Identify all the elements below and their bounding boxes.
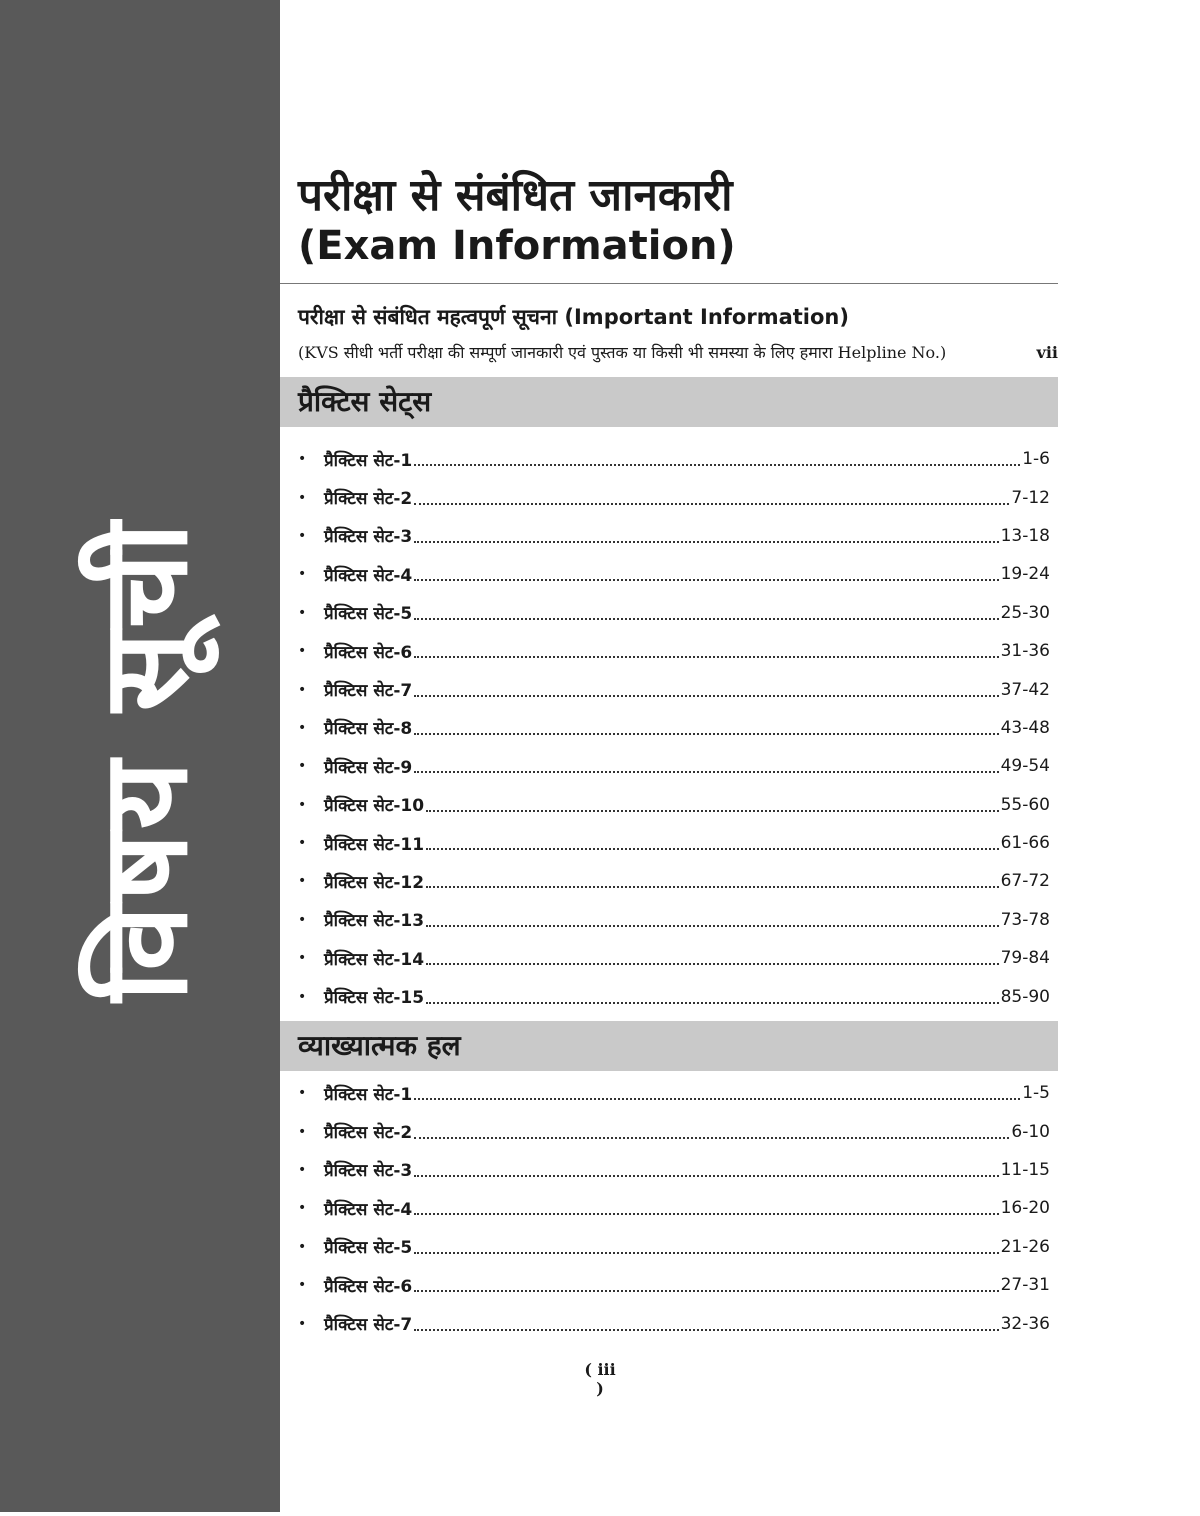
dot-leader — [414, 1175, 998, 1177]
toc-entry-page: 6-10 — [1011, 1121, 1050, 1142]
toc-entry-title: प्रैक्टिस सेट-5 — [324, 1238, 413, 1259]
section-practice-sets — [280, 377, 1058, 427]
bullet-icon: • — [298, 1123, 307, 1140]
toc-entry-title: प्रैक्टिस सेट-4 — [324, 565, 413, 586]
important-info-heading: परीक्षा से संबंधित महत्वपूर्ण सूचना (Important Information) — [298, 305, 849, 329]
bullet-icon: • — [298, 873, 307, 890]
toc-entry[interactable] — [298, 1074, 1050, 1112]
dot-leader — [426, 925, 999, 927]
bullet-icon: • — [298, 1161, 307, 1178]
dot-leader — [414, 1252, 998, 1254]
toc-entry-title: प्रैक्टिस सेट-14 — [324, 949, 425, 970]
toc-entry-title: प्रैक्टिस सेट-1 — [324, 450, 413, 471]
bullet-icon: • — [298, 950, 307, 967]
toc-entry[interactable] — [298, 594, 1050, 632]
dot-leader — [414, 464, 1020, 466]
practice-sets-list — [298, 440, 1050, 1016]
toc-entry[interactable] — [298, 1189, 1050, 1227]
dot-leader — [414, 771, 998, 773]
toc-entry[interactable] — [298, 555, 1050, 593]
toc-entry-page: 11-15 — [1000, 1159, 1050, 1180]
dot-leader — [414, 1290, 998, 1292]
toc-entry-title: प्रैक्टिस सेट-6 — [324, 642, 413, 663]
toc-entry[interactable] — [298, 901, 1050, 939]
toc-entry[interactable] — [298, 709, 1050, 747]
toc-entry[interactable] — [298, 440, 1050, 478]
divider — [280, 283, 1058, 284]
toc-entry-page: 16-20 — [1000, 1198, 1050, 1219]
bullet-icon: • — [298, 1238, 307, 1255]
section-heading: प्रैक्टिस सेट्स — [298, 385, 432, 418]
toc-entry[interactable] — [298, 939, 1050, 977]
dot-leader — [426, 1002, 999, 1004]
bullet-icon: • — [298, 681, 307, 698]
page-number: ( iii ) — [584, 1360, 616, 1398]
toc-entry[interactable] — [298, 786, 1050, 824]
important-info-note — [298, 342, 1058, 364]
toc-entry-title: प्रैक्टिस सेट-15 — [324, 988, 425, 1009]
dot-leader — [426, 963, 999, 965]
toc-entry[interactable] — [298, 824, 1050, 862]
bullet-icon: • — [298, 1315, 307, 1332]
page-title: परीक्षा से संबंधित जानकारी — [298, 170, 733, 221]
toc-entry-title: प्रैक्टिस सेट-2 — [324, 1123, 413, 1144]
dot-leader — [426, 848, 999, 850]
toc-entry-page: 43-48 — [1000, 717, 1050, 738]
toc-entry[interactable] — [298, 862, 1050, 900]
bullet-icon: • — [298, 643, 307, 660]
toc-entry-page: 31-36 — [1000, 641, 1050, 662]
toc-entry[interactable] — [298, 1266, 1050, 1304]
toc-entry-title: प्रैक्टिस सेट-6 — [324, 1276, 413, 1297]
bullet-icon: • — [298, 719, 307, 736]
section-solutions — [280, 1021, 1058, 1071]
dot-leader — [414, 503, 1009, 505]
toc-entry-title: प्रैक्टिस सेट-13 — [324, 911, 425, 932]
bullet-icon: • — [298, 796, 307, 813]
bullet-icon: • — [298, 758, 307, 775]
bullet-icon: • — [298, 1277, 307, 1294]
toc-entry[interactable] — [298, 478, 1050, 516]
bullet-icon: • — [298, 489, 307, 506]
toc-entry[interactable] — [298, 1151, 1050, 1189]
toc-entry-title: प्रैक्टिस सेट-2 — [324, 489, 413, 510]
toc-entry-page: 1-6 — [1022, 449, 1050, 470]
toc-entry-page: 7-12 — [1011, 487, 1050, 508]
dot-leader — [414, 618, 998, 620]
toc-entry-title: प्रैक्टिस सेट-1 — [324, 1084, 413, 1105]
bullet-icon: • — [298, 1200, 307, 1217]
toc-entry-page: 61-66 — [1000, 833, 1050, 854]
toc-entry[interactable] — [298, 977, 1050, 1015]
important-info-page: vii — [1036, 343, 1058, 362]
toc-entry-title: प्रैक्टिस सेट-8 — [324, 719, 413, 740]
toc-entry-title: प्रैक्टिस सेट-11 — [324, 834, 425, 855]
bullet-icon: • — [298, 988, 307, 1005]
toc-entry-page: 13-18 — [1000, 525, 1050, 546]
toc-entry-page: 79-84 — [1000, 948, 1050, 969]
bullet-icon: • — [298, 835, 307, 852]
page-subtitle: (Exam Information) — [298, 223, 736, 269]
toc-entry-page: 37-42 — [1000, 679, 1050, 700]
toc-entry-title: प्रैक्टिस सेट-4 — [324, 1199, 413, 1220]
toc-entry[interactable] — [298, 747, 1050, 785]
side-band — [0, 0, 280, 1512]
toc-entry-page: 1-5 — [1022, 1083, 1050, 1104]
toc-entry-page: 21-26 — [1000, 1236, 1050, 1257]
toc-entry-page: 73-78 — [1000, 909, 1050, 930]
dot-leader — [414, 1213, 998, 1215]
toc-entry-title: प्रैक्टिस सेट-7 — [324, 681, 413, 702]
toc-entry[interactable] — [298, 1112, 1050, 1150]
toc-entry-title: प्रैक्टिस सेट-5 — [324, 604, 413, 625]
important-info-note-text: (KVS सीधी भर्ती परीक्षा की सम्पूर्ण जानकारी एवं पुस्तक या किसी भी समस्या के लिए हमारा Helpline No.) — [298, 343, 947, 362]
toc-entry[interactable] — [298, 670, 1050, 708]
toc-entry-title: प्रैक्टिस सेट-3 — [324, 527, 413, 548]
bullet-icon: • — [298, 1085, 307, 1102]
bullet-icon: • — [298, 911, 307, 928]
bullet-icon: • — [298, 604, 307, 621]
toc-entry-title: प्रैक्टिस सेट-10 — [324, 796, 425, 817]
toc-entry-page: 27-31 — [1000, 1275, 1050, 1296]
dot-leader — [414, 656, 998, 658]
bullet-icon: • — [298, 451, 307, 468]
side-title: विषय सूची — [75, 518, 214, 1002]
toc-entry[interactable] — [298, 1304, 1050, 1342]
section-heading: व्याख्यात्मक हल — [298, 1029, 461, 1062]
dot-leader — [414, 1098, 1020, 1100]
toc-entry-page: 49-54 — [1000, 756, 1050, 777]
toc-entry-page: 32-36 — [1000, 1313, 1050, 1334]
bullet-icon: • — [298, 566, 307, 583]
toc-entry-title: प्रैक्टिस सेट-7 — [324, 1315, 413, 1336]
toc-entry-page: 85-90 — [1000, 986, 1050, 1007]
dot-leader — [414, 1137, 1009, 1139]
bullet-icon: • — [298, 527, 307, 544]
toc-entry[interactable] — [298, 632, 1050, 670]
dot-leader — [426, 810, 999, 812]
toc-entry-page: 25-30 — [1000, 602, 1050, 623]
toc-entry-page: 19-24 — [1000, 564, 1050, 585]
toc-entry-title: प्रैक्टिस सेट-9 — [324, 757, 413, 778]
dot-leader — [414, 695, 998, 697]
toc-entry-title: प्रैक्टिस सेट-12 — [324, 872, 425, 893]
dot-leader — [414, 1329, 998, 1331]
dot-leader — [414, 733, 998, 735]
dot-leader — [414, 541, 998, 543]
toc-entry-title: प्रैक्टिस सेट-3 — [324, 1161, 413, 1182]
toc-entry[interactable] — [298, 517, 1050, 555]
solutions-list — [298, 1074, 1050, 1343]
toc-entry-page: 67-72 — [1000, 871, 1050, 892]
dot-leader — [414, 579, 998, 581]
dot-leader — [426, 886, 999, 888]
toc-entry-page: 55-60 — [1000, 794, 1050, 815]
toc-entry[interactable] — [298, 1228, 1050, 1266]
